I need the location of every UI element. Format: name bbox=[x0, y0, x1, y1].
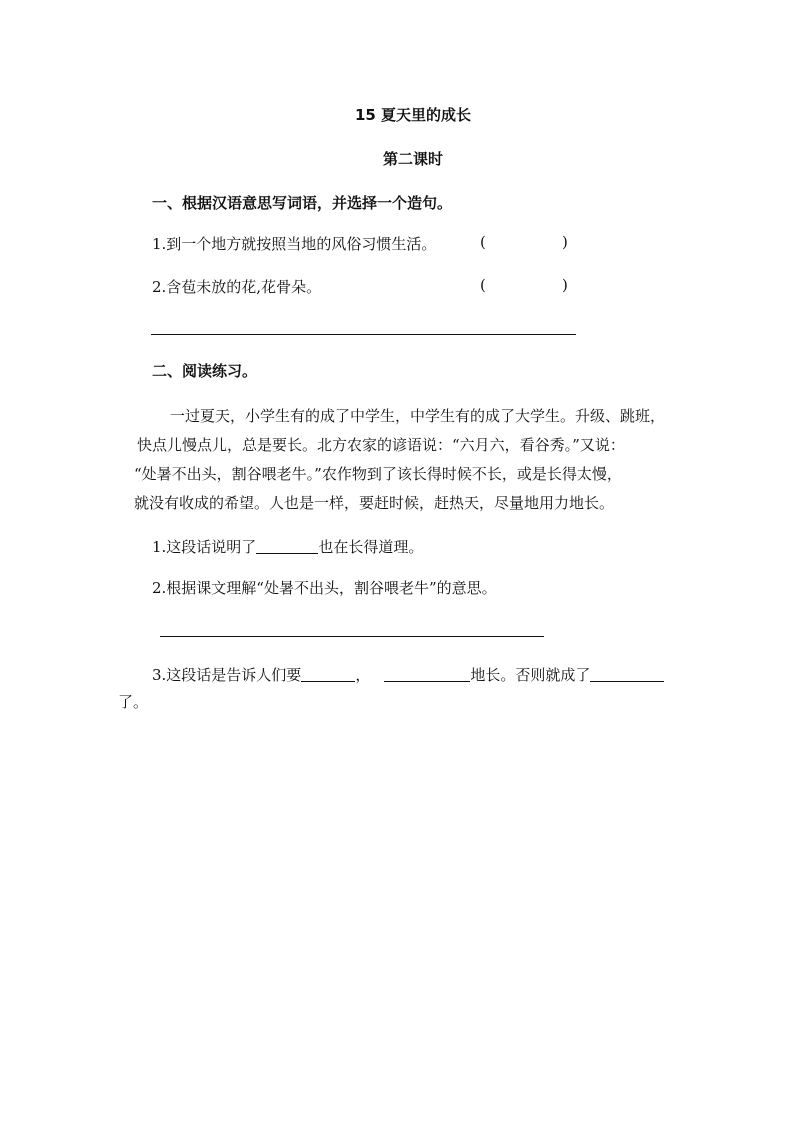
q3-blank-1[interactable] bbox=[301, 666, 355, 682]
section1-q1: 1.到一个地方就按照当地的风俗习惯生活。 bbox=[152, 235, 437, 253]
q3-part-c: 地长。否则就成了 bbox=[470, 666, 591, 684]
meaning-answer-line[interactable] bbox=[160, 636, 544, 637]
passage-line-1: 一过夏天，小学生有的成了中学生，中学生有的成了大学生。升级、跳班， bbox=[170, 407, 666, 425]
q1-blank[interactable] bbox=[256, 538, 318, 554]
q3-blank-2[interactable] bbox=[384, 666, 470, 682]
section1-heading: 一、根据汉语意思写词语，并选择一个造句。 bbox=[152, 194, 453, 212]
page-title: 15 夏天里的成长 bbox=[354, 106, 472, 124]
q1-paren-close: ) bbox=[562, 233, 568, 251]
section2-q2: 2.根据课文理解“处暑不出头，割谷喂老牛”的意思。 bbox=[152, 579, 497, 597]
q1-prefix: 1.这段话说明了 bbox=[152, 538, 257, 556]
q3-blank-3[interactable] bbox=[590, 666, 664, 682]
section2-q3 bbox=[152, 664, 664, 685]
sentence-answer-line[interactable] bbox=[151, 334, 576, 335]
section2-q1 bbox=[152, 536, 423, 557]
passage-line-2: 快点儿慢点儿，总是要长。北方农家的谚语说：“六月六，看谷秀。”又说： bbox=[137, 436, 625, 454]
q3-part-a: 3.这段话是告诉人们要 bbox=[152, 666, 302, 684]
q2-paren-open: ( bbox=[480, 276, 486, 294]
lesson-subtitle: 第二课时 bbox=[382, 150, 443, 168]
q3-part-b: ， bbox=[355, 666, 371, 684]
passage-line-3: “处暑不出头，割谷喂老牛。”农作物到了该长得时候不长，或是长得太慢， bbox=[134, 465, 622, 483]
q2-paren-close: ) bbox=[562, 276, 568, 294]
section2-heading: 二、阅读练习。 bbox=[152, 362, 258, 380]
q3-tail: 了。 bbox=[118, 693, 149, 711]
q1-suffix: 也在长得道理。 bbox=[318, 538, 424, 556]
passage-line-4: 就没有收成的希望。人也是一样，要赶时候，赶热天，尽量地用力地长。 bbox=[134, 494, 615, 512]
section1-q2: 2.含苞未放的花,花骨朵。 bbox=[152, 278, 322, 296]
q1-paren-open: ( bbox=[480, 233, 486, 251]
